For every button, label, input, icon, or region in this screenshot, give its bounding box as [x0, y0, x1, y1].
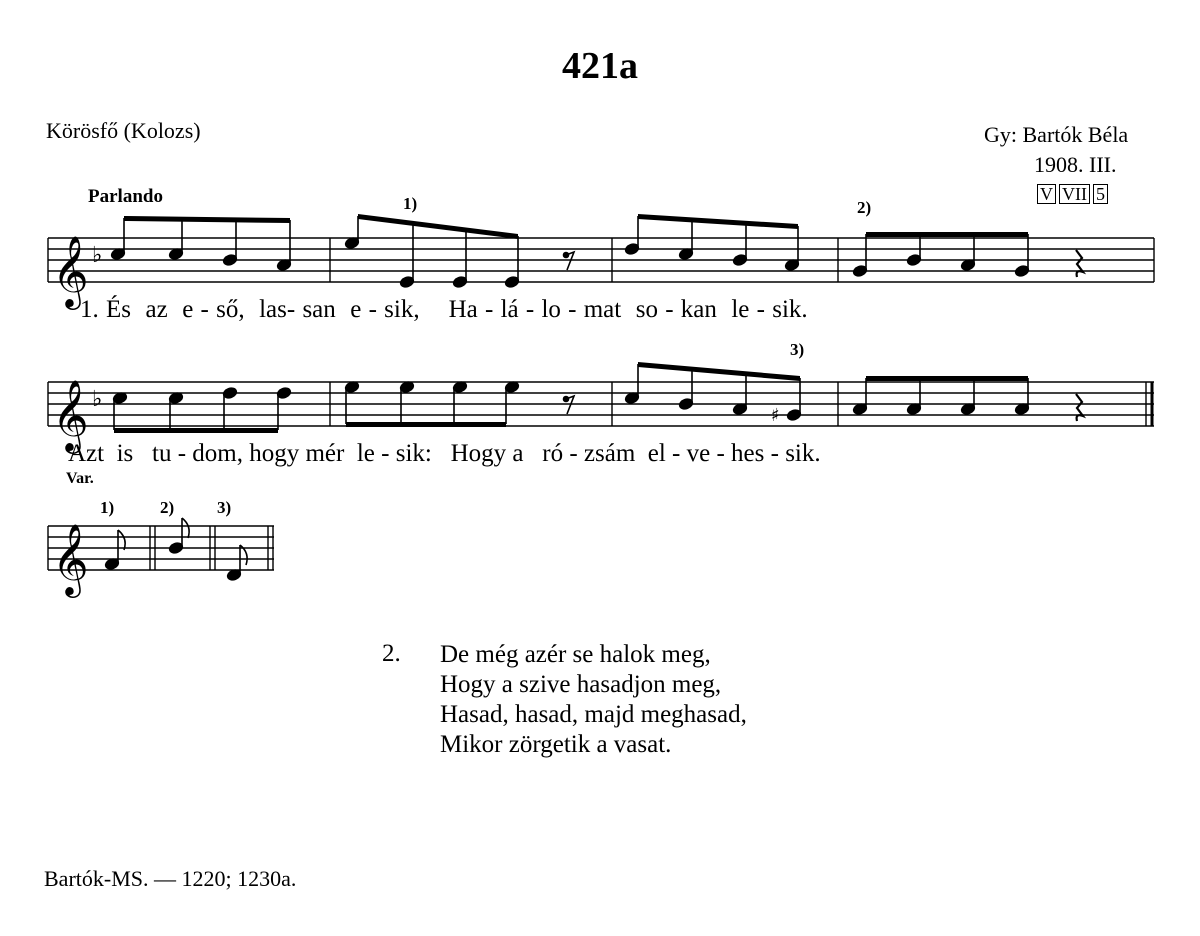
collection-location: Körösfő (Kolozs): [46, 118, 201, 143]
cadence-box-3: 5: [1093, 184, 1108, 204]
cadence-box-1: V: [1037, 184, 1056, 204]
cadence-box-2: VII: [1059, 184, 1090, 204]
staff-1: [48, 238, 1154, 282]
variant-footnote-1: 1): [100, 498, 115, 517]
variant-label: Var.: [66, 470, 94, 487]
stanza-text: [440, 640, 747, 760]
treble-clef-1: 𝄞: [52, 234, 89, 307]
treble-clef-2: 𝄞: [52, 378, 89, 451]
quarter-rest-1: [1076, 250, 1083, 277]
stanza-number: 2.: [382, 640, 401, 667]
quarter-rest-2: [1076, 394, 1083, 421]
stanza-line: Hasad, hasad, majd meghasad,: [440, 701, 747, 728]
treble-clef-3: 𝄞: [52, 522, 89, 595]
stanza-line: Mikor zörgetik a vasat.: [440, 731, 672, 758]
collector: Gy: Bartók Béla: [984, 122, 1129, 147]
flat-sign-1: ♭: [92, 243, 103, 268]
stanza-line: De még azér se halok meg,: [440, 641, 711, 668]
variant-footnote-3: 3): [217, 498, 232, 517]
footnote-marker-2: 2): [857, 198, 872, 217]
stanza-line: Hogy a szive hasadjon meg,: [440, 671, 722, 698]
tempo-marking: Parlando: [88, 186, 163, 207]
staff-2: [48, 382, 1154, 426]
manuscript-reference: Bartók-MS. — 1220; 1230a.: [44, 866, 297, 891]
flat-sign-2: ♭: [92, 387, 103, 412]
footnote-marker-1: 1): [403, 194, 418, 213]
lyrics-line-1: 1. És az e - ső, las- san e - sik, Ha - lá - lo - mat so - kan le - sik.: [80, 296, 808, 323]
footnote-marker-3: 3): [790, 340, 805, 359]
variant-footnote-2: 2): [160, 498, 175, 517]
collection-date: 1908. III.: [1034, 152, 1117, 177]
page-title: 421a: [562, 45, 638, 87]
sharp-sign: ♯: [771, 405, 780, 426]
lyrics-line-2: Azt is tu - dom, hogy mér le - sik: Hogy a ró - zsám el - ve - hes - sik.: [68, 440, 821, 467]
